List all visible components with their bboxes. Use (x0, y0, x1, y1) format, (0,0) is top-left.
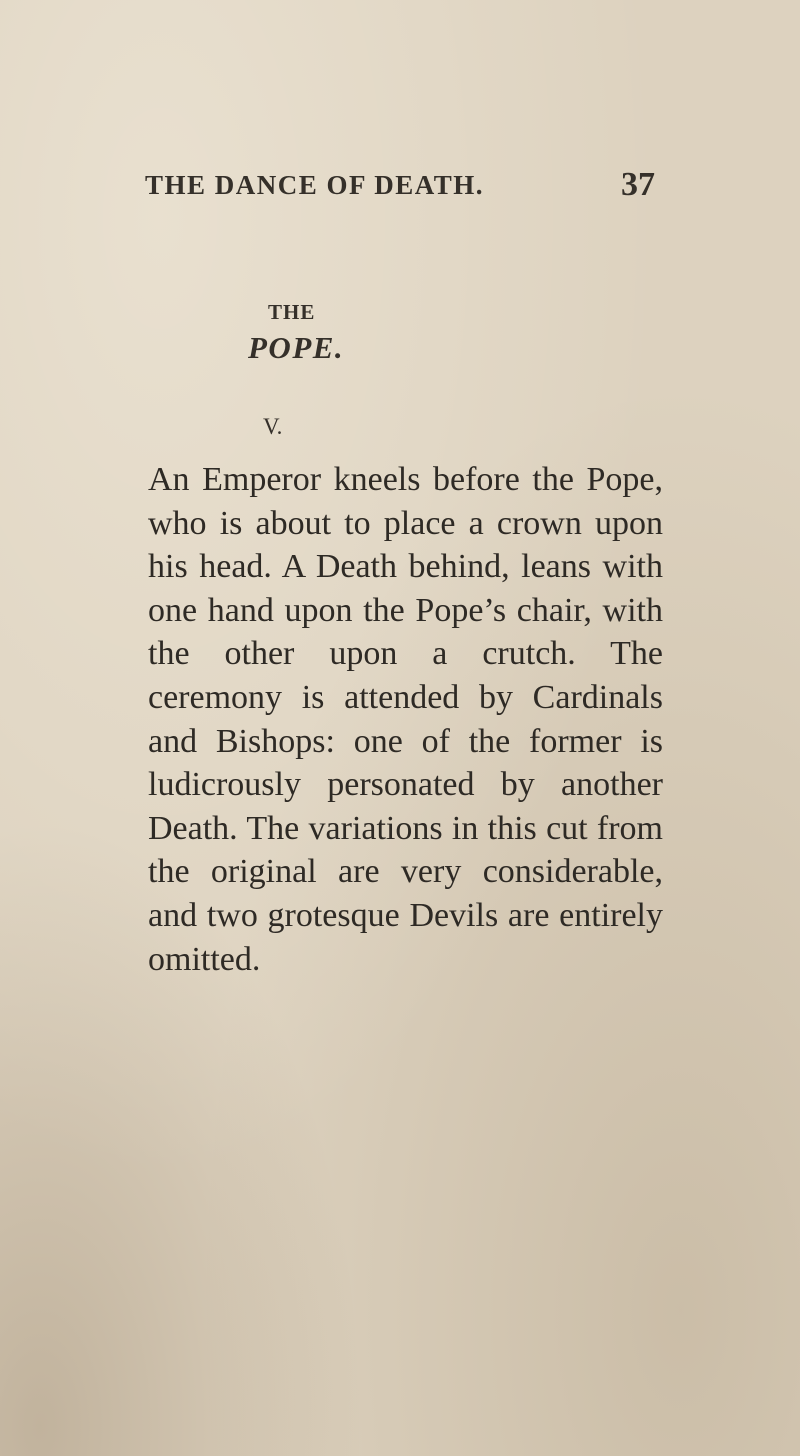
body-paragraph: An Emperor kneels before the Pope, who is about to place a crown upon his head. A Death behind, leans with one hand upon the Pope’s chair, with the other upon a crutch. The ceremony is attended by Cardinals and Bishops: one of the former is ludicrously personated by another Death. The variations in this cut from the original are very considerable, and two grotesque Devils are entirely omitted. (148, 461, 663, 978)
section-numeral: V. (263, 414, 283, 439)
running-title: THE DANCE OF DEATH. (145, 170, 485, 200)
page-number: 37 (621, 166, 655, 203)
section-label: THE (268, 300, 316, 324)
running-head (145, 166, 655, 216)
section-title: POPE. (248, 330, 345, 365)
